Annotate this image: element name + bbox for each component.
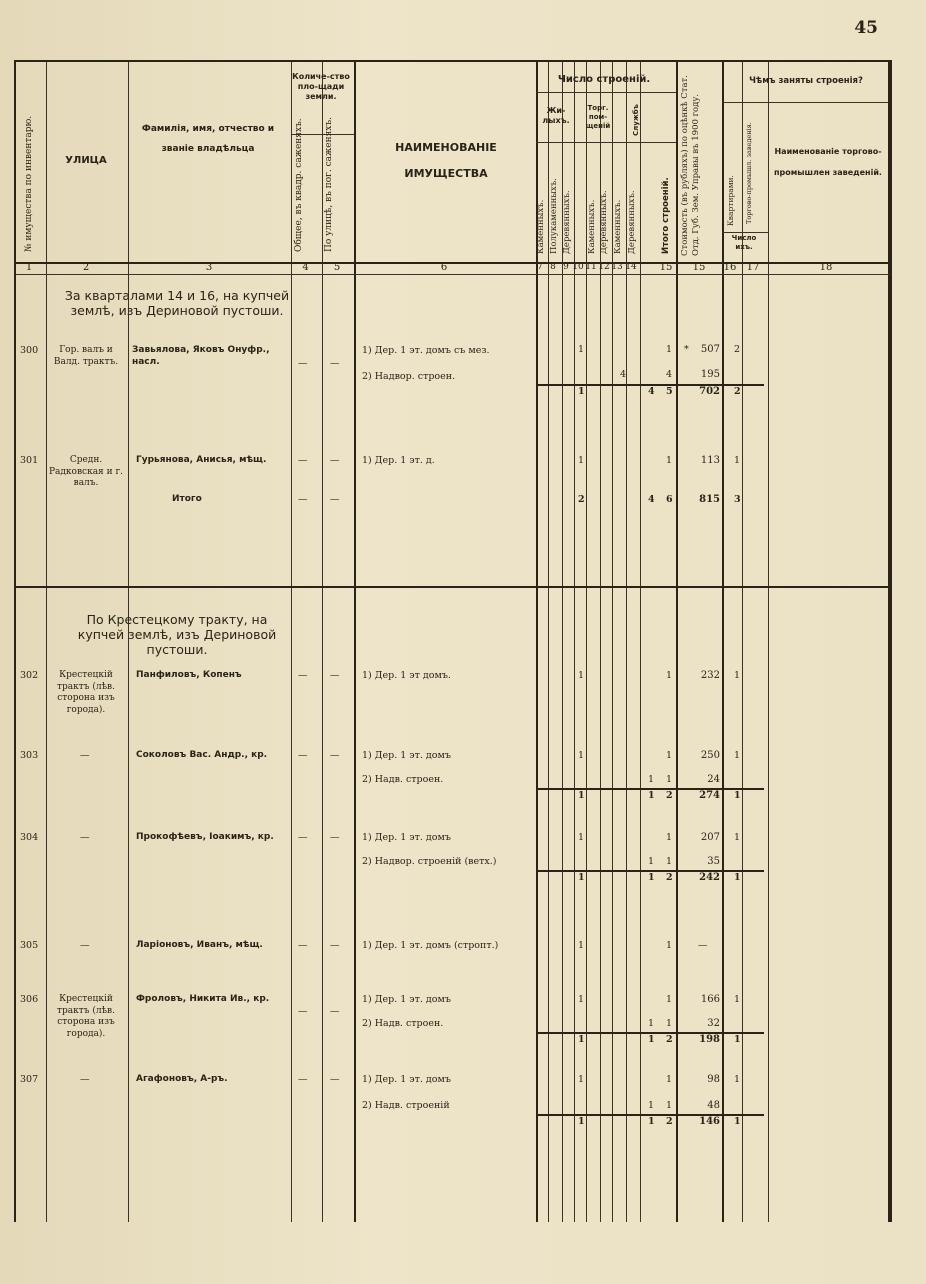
count-value: 4 [620,369,627,380]
header-area-total: Общее, въ квадр. саженяхъ. [294,118,304,252]
property-item: 2) Надв. строен. [362,774,444,785]
sum-value: 1 [578,790,585,801]
owner-name: Прокофѣевъ, Іоакимъ, кр. [136,832,274,842]
sum-apartments: 1 [734,1116,741,1127]
property-item: 1) Дер. 1 эт. домъ (стропт.) [362,940,499,951]
street-name: Крестецкій трактъ (лѣв. сторона изъ города). [57,994,115,1040]
sum-value: 5 [666,386,673,397]
colnum: 15 [659,262,673,273]
itogo-value: 4 [648,494,655,505]
count-value: 1 [578,1074,585,1085]
sum-value: 4 [648,386,655,397]
sum-value: 1 [578,386,585,397]
itogo-label: Итого [172,494,202,504]
sum-value: 1 [648,872,655,883]
count-value: 1 [578,940,585,951]
property-item: 2) Надвор. строен. [362,371,456,382]
count-value: 4 [666,369,673,380]
property-item: 2) Надв. строеній [362,1100,450,1111]
count-value: 1 [578,670,585,681]
col-divider [574,62,575,1222]
header-inventory-no: № имущества по инвентарю. [24,115,34,252]
header-total-buildings: Итого строеній. [661,177,671,254]
header-residential: Жи-лыхъ. [542,106,570,125]
dash: — [80,832,90,843]
sum-apartments: 1 [734,1034,741,1045]
inventory-number: 301 [20,455,39,466]
col-divider [888,62,890,1222]
property-item: 1) Дер. 1 эт. домъ [362,832,451,843]
col-divider [354,62,356,1222]
count-value: 1 [578,750,585,761]
count-value: 1 [666,940,673,951]
colnum: 1 [25,262,33,273]
owner-name: Соколовъ Вас. Андр., кр. [136,750,268,760]
value: 98 [707,1074,720,1085]
col-divider [768,62,769,1222]
sum-apartments: 2 [734,386,741,397]
sum-value: 1 [578,1034,585,1045]
street-name: Крестецкій трактъ (лѣв. сторона изъ города). [57,670,115,716]
apartments: 1 [734,455,741,466]
inventory-number: 305 [20,940,39,951]
count-value: 1 [578,455,585,466]
property-item: 2) Надвор. строеній (ветх.) [362,856,497,867]
street-name: Гор. валъ и Валд. трактъ. [53,345,119,367]
mark: * [684,344,689,355]
apartments: 2 [734,344,741,355]
apartments: 1 [734,670,741,681]
inventory-number: 302 [20,670,39,681]
col-divider [46,62,47,1222]
colnum: 13 [611,262,623,272]
dash: — [330,1074,340,1085]
sum-value: 1 [648,1034,655,1045]
colnum: 16 [723,262,737,273]
dash: — [80,940,90,951]
header-valuation: Стоимость (въ рубляхъ) по оцѣнкѣ Стат. Отд. Губ. Зем. Управы въ 1900 году. [680,75,701,256]
count-value: 1 [666,856,673,867]
owner-name: Фроловъ, Никита Ив., кр. [136,994,270,1004]
sum-value: 1 [578,1116,585,1127]
dash: — [330,1006,340,1017]
colnum: 12 [598,262,610,272]
colnum: 11 [585,262,597,272]
section-divider [16,586,890,588]
itogo-value: 2 [578,494,585,505]
header-street: УЛИЦА [65,155,107,166]
street-name: Средн. Радковская и г. валъ. [48,455,124,489]
header-serv-stone: Каменныхъ. [613,199,623,254]
count-value: 1 [666,994,673,1005]
dash: — [330,455,340,466]
owner-name: Агафоновъ, А-ръ. [136,1074,228,1084]
count-value: 1 [666,750,673,761]
property-item: 1) Дер. 1 эт. домъ [362,750,451,761]
dash: — [330,940,340,951]
header-subline [722,102,888,103]
count-value: 1 [648,856,655,867]
dash: — [298,670,308,681]
itogo-apartments: 3 [734,494,741,505]
value: 207 [700,832,720,843]
property-item: 1) Дер. 1 эт домъ. [362,670,451,681]
dash: — [330,750,340,761]
section-heading: По Крестецкому тракту, на купчей землѣ, изъ Дериновой пустоши. [77,612,277,657]
value: 113 [700,455,720,466]
property-item: 1) Дер. 1 эт. д. [362,455,435,466]
sum-value: 1 [648,790,655,801]
colnum: 5 [333,262,341,273]
inventory-number: 300 [20,345,39,356]
property-item: 2) Надв. строен. [362,1018,444,1029]
count-value: 1 [666,455,673,466]
header-area-street: По улицѣ, въ пог. саженяхъ. [324,117,334,252]
count-value: 1 [648,1100,655,1111]
dash: — [298,832,308,843]
count-value: 1 [666,774,673,785]
count-value: 1 [666,1074,673,1085]
owner-name: Завьялова, Яковъ Онуфр., насл. [132,345,270,367]
header-trade-name: Наименованіе торгово-промышлен заведеній. [774,147,882,177]
apartments: 1 [734,1074,741,1085]
count-value: 1 [666,832,673,843]
header-land-area: Количе-ство пло-щади земли. [292,72,350,101]
col-divider [291,62,292,1222]
apartments: 1 [734,832,741,843]
dash: — [298,1074,308,1085]
apartments: 1 [734,750,741,761]
itogo-total: 815 [699,494,720,505]
sum-total: 702 [699,386,720,397]
section-heading: За кварталами 14 и 16, на купчей землѣ, изъ Дериновой пустоши. [64,288,290,318]
header-occupied: Чѣмъ заняты строенія? [749,76,863,86]
value: 507 [700,344,720,355]
count-value: 1 [666,1018,673,1029]
dash: — [298,455,308,466]
inventory-number: 307 [20,1074,39,1085]
colnum: 8 [550,262,556,272]
dash: — [298,358,308,369]
header-property-name: НАИМЕНОВАНІЕ ИМУЩЕСТВА [395,141,497,181]
sum-value: 2 [666,872,673,883]
colnum: 4 [302,262,309,273]
value: 232 [700,670,720,681]
col-divider [676,62,678,1222]
header-buildings-count: Число строеній. [557,74,651,85]
inventory-number: 306 [20,994,39,1005]
header-subline [536,142,676,143]
colnum: 6 [440,262,448,273]
colnum: 2 [82,262,90,273]
sum-value: 2 [666,1034,673,1045]
value: 35 [707,856,720,867]
colnum: 17 [746,262,760,273]
header-half-stone: Полукаменныхъ. [549,178,559,254]
count-value: 1 [578,344,585,355]
header-serv-wooden: Деревянныхъ. [627,190,637,254]
colnum: 14 [625,262,637,272]
sum-total: 146 [699,1116,720,1127]
dash: — [698,940,708,951]
header-trade-wooden: Деревянныхъ. [599,190,609,254]
header-wooden: Деревянныхъ. [562,190,572,254]
value: 166 [700,994,720,1005]
value: 24 [707,774,720,785]
col-divider [322,62,323,1222]
dash: — [330,832,340,843]
colnum: 18 [819,262,833,273]
sum-apartments: 1 [734,872,741,883]
count-value: 1 [648,1018,655,1029]
count-value: 1 [648,774,655,785]
owner-name: Панфиловъ, Копенъ [136,670,242,680]
header-trade-stone: Каменныхъ. [587,199,597,254]
sum-value: 1 [578,872,585,883]
value: 250 [700,750,720,761]
sum-total: 198 [699,1034,720,1045]
header-apartments: Квартирами. [726,175,735,226]
itogo-value: 6 [666,494,673,505]
value: 48 [707,1100,720,1111]
sum-apartments: 1 [734,790,741,801]
inventory-number: 303 [20,750,39,761]
header-subline [536,92,676,93]
sum-value: 2 [666,790,673,801]
header-count: Число ихъ. [731,234,757,251]
header-stone: Каменныхъ. [536,199,546,254]
dash: — [298,494,308,505]
count-value: 1 [666,670,673,681]
sum-total: 242 [699,872,720,883]
colnum: 7 [537,262,543,272]
colnum: 3 [205,262,213,273]
colnum: 9 [563,262,569,272]
dash: — [298,750,308,761]
dash: — [330,670,340,681]
apartments: 1 [734,994,741,1005]
header-trade: Торг. пом-щеній [585,104,611,130]
header-service: Службъ [632,104,640,136]
value: 32 [707,1018,720,1029]
count-value: 1 [666,344,673,355]
owner-name: Гурьянова, Анисья, мѣщ. [136,455,267,465]
property-item: 1) Дер. 1 эт. домъ [362,1074,451,1085]
dash: — [298,940,308,951]
count-value: 1 [578,994,585,1005]
count-value: 1 [666,1100,673,1111]
dash: — [330,494,340,505]
sum-total: 274 [699,790,720,801]
sum-value: 1 [648,1116,655,1127]
dash: — [80,750,90,761]
header-subline [722,232,768,233]
col-number-line [16,274,890,275]
inventory-number: 304 [20,832,39,843]
sum-value: 2 [666,1116,673,1127]
dash: — [330,358,340,369]
colnum: 15 [692,262,706,273]
page-number: 45 [854,18,878,38]
value: 195 [700,369,720,380]
property-item: 1) Дер. 1 эт. домъ [362,994,451,1005]
header-trade-est: Торгово-промышл. заведенія. [745,122,753,224]
count-value: 1 [578,832,585,843]
col-divider [640,62,641,1222]
owner-name: Ларіоновъ, Иванъ, мѣщ. [136,940,263,950]
colnum: 10 [572,262,584,272]
property-item: 1) Дер. 1 эт. домъ съ мез. [362,345,490,356]
header-owner: Фамилія, имя, отчество и званіе владѣльца [141,124,275,154]
dash: — [298,1006,308,1017]
dash: — [80,1074,90,1085]
